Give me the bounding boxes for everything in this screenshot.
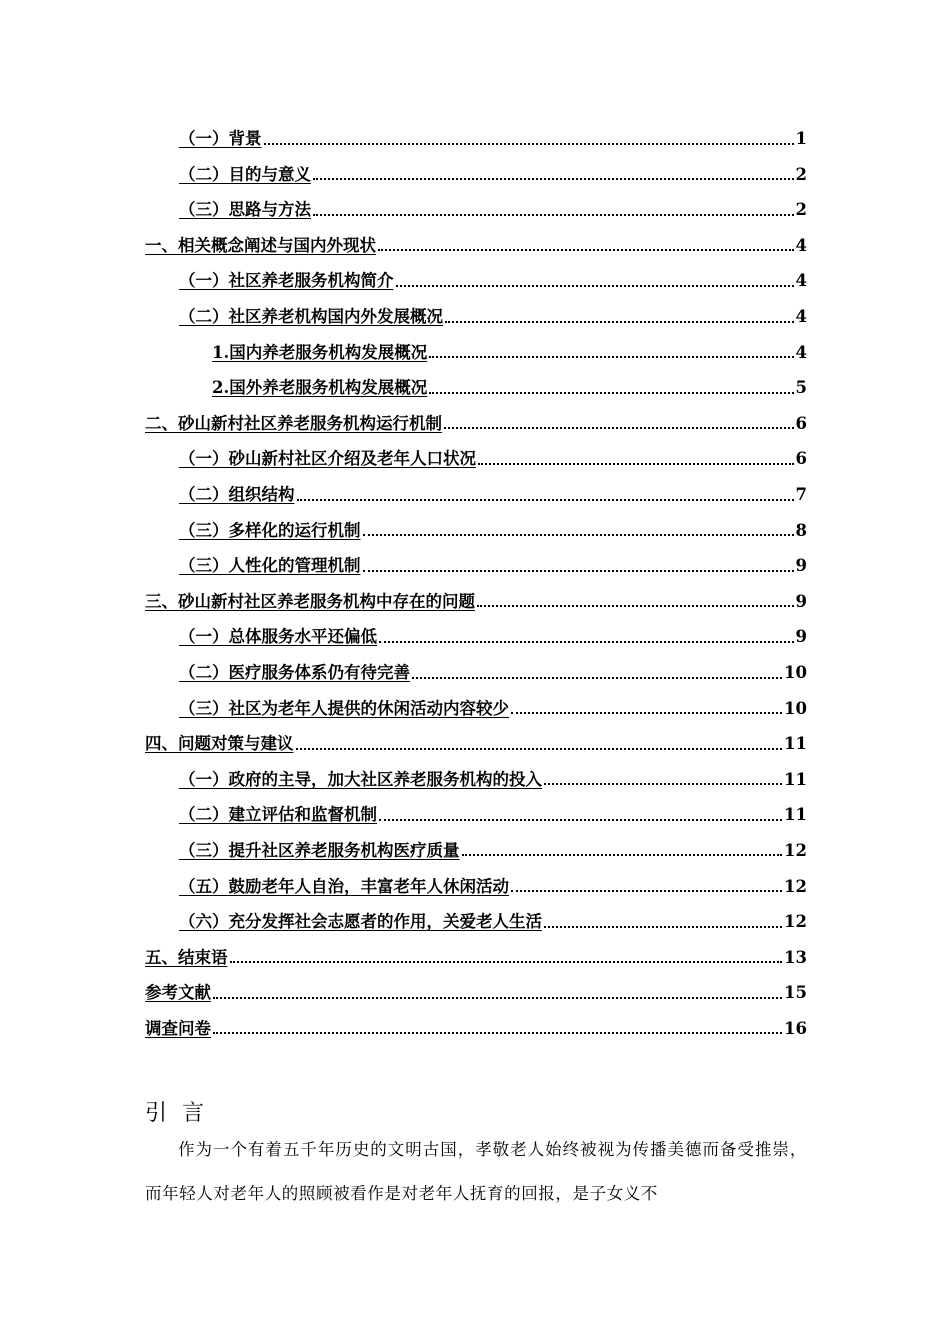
toc-entry[interactable] [145, 939, 807, 975]
introduction-paragraph: 作为一个有着五千年历史的文明古国，孝敬老人始终被视为传播美德而备受推崇，而年轻人对老年人的照顾被看作是对老年人抚育的回报，是子女义不 [145, 1140, 807, 1203]
toc-dot-leader [378, 249, 794, 251]
toc-dot-leader [230, 961, 783, 963]
toc-entry[interactable] [145, 191, 807, 227]
toc-entry-title[interactable]: （二）建立评估和监督机制 [179, 805, 377, 825]
toc-entry-page-number: 10 [784, 698, 807, 718]
toc-entry-page-number: 6 [795, 449, 807, 469]
toc-entry[interactable] [145, 690, 807, 726]
toc-entry-page-number: 2 [795, 200, 807, 220]
toc-entry[interactable] [145, 583, 807, 619]
toc-dot-leader [313, 178, 794, 180]
toc-entry-title[interactable]: 四、问题对策与建议 [145, 734, 294, 754]
toc-entry-title[interactable]: （三）人性化的管理机制 [179, 556, 361, 576]
toc-entry-page-number: 4 [795, 307, 807, 327]
toc-entry-page-number: 9 [795, 591, 807, 611]
toc-entry-page-number: 11 [784, 734, 807, 754]
toc-entry-page-number: 8 [795, 520, 807, 540]
toc-dot-leader [445, 321, 794, 323]
toc-entry-page-number: 6 [795, 413, 807, 433]
toc-entry[interactable] [145, 761, 807, 797]
toc-entry-page-number: 7 [795, 485, 807, 505]
toc-entry-title[interactable]: 参考文献 [145, 983, 211, 1003]
toc-entry-title[interactable]: 1.国内养老服务机构发展概况 [212, 342, 428, 362]
toc-dot-leader [213, 1032, 782, 1034]
introduction-heading: 引 言 [145, 1101, 208, 1126]
toc-entry-title[interactable]: （一）政府的主导，加大社区养老服务机构的投入 [179, 769, 542, 789]
introduction-section [145, 1100, 807, 1216]
toc-entry-page-number: 5 [795, 378, 807, 398]
toc-entry[interactable] [145, 405, 807, 441]
toc-entry[interactable] [145, 832, 807, 868]
toc-entry[interactable] [145, 903, 807, 939]
toc-entry-title[interactable]: （一）总体服务水平还偏低 [179, 627, 377, 647]
toc-entry-title[interactable]: （三）社区为老年人提供的休闲活动内容较少 [179, 698, 509, 718]
toc-entry-page-number: 9 [795, 627, 807, 647]
toc-entry-title[interactable]: （二）医疗服务体系仍有待完善 [179, 663, 410, 682]
toc-entry-title[interactable]: （一）背景 [179, 129, 262, 149]
toc-entry-page-number: 4 [795, 271, 807, 291]
toc-entry[interactable] [145, 227, 807, 263]
toc-entry-title[interactable]: 调查问卷 [145, 1018, 211, 1038]
toc-entry-title[interactable]: （二）社区养老机构国内外发展概况 [179, 307, 443, 327]
toc-dot-leader [313, 214, 794, 216]
toc-entry[interactable] [145, 334, 807, 370]
toc-entry[interactable] [145, 369, 807, 405]
toc-entry-title[interactable]: （三）思路与方法 [179, 200, 311, 220]
toc-entry-page-number: 4 [795, 235, 807, 255]
toc-dot-leader [396, 285, 794, 287]
toc-entry-page-number: 16 [784, 1018, 807, 1038]
toc-dot-leader [213, 997, 782, 999]
toc-entry[interactable] [145, 156, 807, 192]
toc-entry-title[interactable]: （三）多样化的运行机制 [179, 520, 361, 540]
toc-entry[interactable] [145, 654, 807, 690]
toc-entry-page-number: 13 [784, 947, 807, 967]
toc-entry-title[interactable]: 一、相关概念阐述与国内外现状 [145, 235, 376, 255]
toc-entry-page-number: 12 [784, 876, 807, 896]
toc-entry[interactable] [145, 974, 807, 1010]
toc-entry-title[interactable]: （二）组织结构 [179, 485, 295, 505]
table-of-contents [145, 120, 807, 1045]
toc-entry-title[interactable]: （二）目的与意义 [179, 164, 311, 184]
toc-entry-page-number: 11 [784, 769, 807, 789]
toc-entry[interactable] [145, 512, 807, 548]
toc-entry[interactable] [145, 262, 807, 298]
toc-entry-page-number: 12 [784, 840, 807, 860]
toc-dot-leader [511, 890, 782, 892]
toc-entry-page-number: 4 [795, 342, 807, 362]
toc-entry-title[interactable]: （一）砂山新村社区介绍及老年人口状况 [179, 449, 476, 469]
toc-dot-leader [462, 854, 783, 856]
toc-entry-title[interactable]: （一）社区养老服务机构简介 [179, 271, 394, 291]
toc-dot-leader [296, 748, 783, 750]
toc-dot-leader [379, 641, 794, 643]
toc-entry[interactable] [145, 547, 807, 583]
toc-dot-leader [363, 534, 794, 536]
toc-entry-page-number: 1 [795, 129, 807, 149]
toc-entry[interactable] [145, 618, 807, 654]
toc-entry[interactable] [145, 440, 807, 476]
toc-dot-leader [429, 356, 793, 358]
toc-entry[interactable] [145, 867, 807, 903]
toc-entry-title[interactable]: 2.国外养老服务机构发展概况 [212, 378, 428, 398]
toc-dot-leader [511, 712, 782, 714]
toc-entry-title[interactable]: 五、结束语 [145, 947, 228, 967]
toc-entry[interactable] [145, 120, 807, 156]
toc-entry-title[interactable]: （六）充分发挥社会志愿者的作用，关爱老人生活 [179, 912, 542, 932]
toc-entry-page-number: 9 [795, 556, 807, 576]
toc-entry-page-number: 10 [784, 663, 807, 682]
toc-entry-page-number: 11 [784, 805, 807, 825]
toc-dot-leader [429, 392, 793, 394]
toc-entry[interactable] [145, 476, 807, 512]
toc-dot-leader [544, 926, 782, 928]
toc-entry[interactable] [145, 725, 807, 761]
toc-dot-leader [264, 143, 794, 145]
toc-dot-leader [544, 783, 782, 785]
toc-entry-page-number: 15 [784, 983, 807, 1003]
toc-dot-leader [363, 570, 794, 572]
toc-entry-title[interactable]: 三、砂山新村社区养老服务机构中存在的问题 [145, 591, 475, 611]
toc-dot-leader [444, 427, 794, 429]
toc-dot-leader [412, 677, 782, 679]
toc-dot-leader [477, 605, 794, 607]
toc-entry-page-number: 12 [784, 912, 807, 932]
toc-entry[interactable] [145, 298, 807, 334]
toc-dot-leader [297, 499, 794, 501]
toc-entry[interactable] [145, 1010, 807, 1046]
toc-entry-title[interactable]: 二、砂山新村社区养老服务机构运行机制 [145, 413, 442, 433]
toc-entry-title[interactable]: （五）鼓励老年人自治，丰富老年人休闲活动 [179, 876, 509, 896]
toc-entry-page-number: 2 [795, 164, 807, 184]
toc-dot-leader [379, 819, 782, 821]
toc-entry[interactable] [145, 796, 807, 832]
toc-dot-leader [478, 463, 794, 465]
toc-entry-title[interactable]: （三）提升社区养老服务机构医疗质量 [179, 840, 460, 860]
